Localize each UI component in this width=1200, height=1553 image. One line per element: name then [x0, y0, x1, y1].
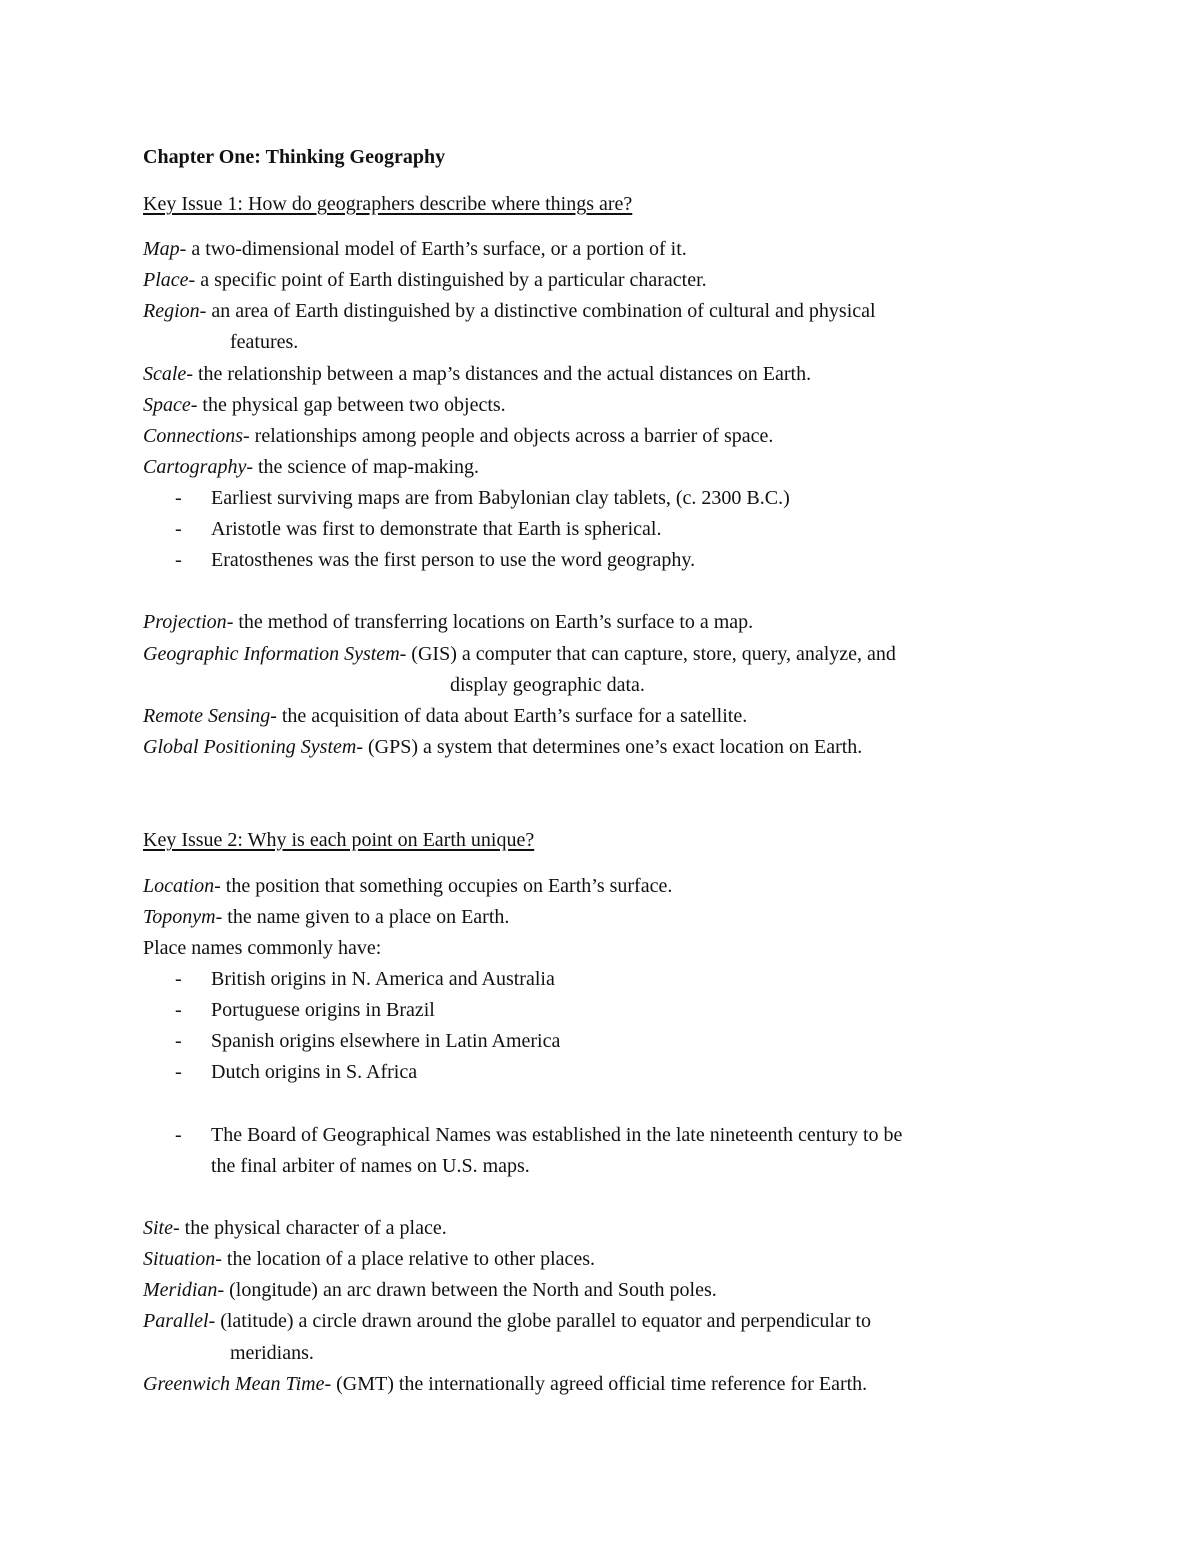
- term: Meridian: [143, 1279, 218, 1301]
- definition-region-continued: features.: [230, 331, 299, 353]
- definition-text: - the location of a place relative to other places.: [215, 1248, 596, 1270]
- list-item-text: Spanish origins elsewhere in Latin America: [211, 1030, 561, 1052]
- list-item-text: Dutch origins in S. Africa: [211, 1061, 418, 1083]
- bullet-dash: -: [175, 1061, 182, 1083]
- term: Site: [143, 1217, 173, 1239]
- term: Region: [143, 300, 200, 322]
- term: Parallel: [143, 1310, 209, 1332]
- term: Remote Sensing: [143, 705, 271, 727]
- definition-parallel: [143, 1309, 871, 1333]
- term: Cartography: [143, 456, 247, 478]
- list-item-text: British origins in N. America and Australia: [211, 968, 555, 990]
- definition-gis: [143, 642, 896, 666]
- definition-text: - the science of map-making.: [246, 456, 480, 478]
- definition-text: - (GPS) a system that determines one’s exact location on Earth.: [356, 736, 863, 758]
- term: Connections: [143, 425, 243, 447]
- term: Toponym: [143, 906, 216, 928]
- definition-text: - the relationship between a map’s distances and the actual distances on Earth.: [186, 363, 812, 385]
- definition-parallel-continued: meridians.: [230, 1342, 314, 1364]
- bullet-dash: -: [175, 1124, 182, 1146]
- list-item-text: Aristotle was first to demonstrate that Earth is spherical.: [211, 518, 662, 540]
- term: Greenwich Mean Time: [143, 1373, 325, 1395]
- definition-cartography: [143, 455, 479, 479]
- bullet-dash: -: [175, 999, 182, 1021]
- term: Location: [143, 875, 215, 897]
- term: Geographic Information System: [143, 643, 400, 665]
- definition-text: - an area of Earth distinguished by a distinctive combination of cultural and physical: [199, 300, 876, 322]
- list-item-text: The Board of Geographical Names was established in the late nineteenth century to be: [211, 1124, 903, 1146]
- bullet-dash: -: [175, 518, 182, 540]
- definition-place: [143, 268, 707, 292]
- definition-gmt: [143, 1372, 867, 1396]
- term: Situation: [143, 1248, 216, 1270]
- definition-location: [143, 874, 672, 898]
- definition-text: - the method of transferring locations on Earth’s surface to a map.: [226, 611, 754, 633]
- definition-site: [143, 1216, 447, 1240]
- definition-meridian: [143, 1278, 717, 1302]
- definition-text: - the physical gap between two objects.: [190, 394, 506, 416]
- definition-situation: [143, 1247, 595, 1271]
- definition-text: - (longitude) an arc drawn between the North and South poles.: [217, 1279, 717, 1301]
- bullet-dash: -: [175, 549, 182, 571]
- definition-gis-continued: display geographic data.: [450, 674, 645, 696]
- definition-text: - (GIS) a computer that can capture, store, query, analyze, and: [399, 643, 896, 665]
- definition-scale: [143, 362, 811, 386]
- term: Projection: [143, 611, 227, 633]
- definition-gps: [143, 735, 862, 759]
- definition-text: - (GMT) the internationally agreed official time reference for Earth.: [324, 1373, 868, 1395]
- list-item-text: the final arbiter of names on U.S. maps.: [211, 1155, 530, 1177]
- definition-text: - a two-dimensional model of Earth’s surface, or a portion of it.: [179, 238, 687, 260]
- term: Scale: [143, 363, 187, 385]
- definition-text: - (latitude) a circle drawn around the globe parallel to equator and perpendicular to: [208, 1310, 872, 1332]
- list-item-text: Earliest surviving maps are from Babylonian clay tablets, (c. 2300 B.C.): [211, 487, 790, 509]
- definition-toponym: [143, 905, 509, 929]
- list-item-text: Eratosthenes was the first person to use the word geography.: [211, 549, 696, 571]
- bullet-dash: -: [175, 1030, 182, 1052]
- term: Space: [143, 394, 191, 416]
- bullet-dash: -: [175, 487, 182, 509]
- definition-projection: [143, 610, 753, 634]
- definition-text: - the physical character of a place.: [173, 1217, 447, 1239]
- key-issue-1-heading: Key Issue 1: How do geographers describe where things are?: [143, 193, 633, 215]
- definition-remote-sensing: [143, 704, 747, 728]
- definition-connections: [143, 424, 773, 448]
- definition-text: - relationships among people and objects across a barrier of space.: [243, 425, 774, 447]
- term: Place: [143, 269, 189, 291]
- definition-text: - the position that something occupies on Earth’s surface.: [214, 875, 673, 897]
- definition-text: - the name given to a place on Earth.: [215, 906, 510, 928]
- definition-space: [143, 393, 506, 417]
- definition-region: [143, 299, 876, 323]
- place-names-intro: Place names commonly have:: [143, 937, 382, 959]
- term: Global Positioning System: [143, 736, 357, 758]
- key-issue-2-heading: Key Issue 2: Why is each point on Earth unique?: [143, 829, 535, 851]
- definition-text: - a specific point of Earth distinguished by a particular character.: [188, 269, 707, 291]
- chapter-title: Chapter One: Thinking Geography: [143, 146, 446, 168]
- term: Map: [143, 238, 180, 260]
- bullet-dash: -: [175, 968, 182, 990]
- definition-map: [143, 237, 687, 261]
- definition-text: - the acquisition of data about Earth’s surface for a satellite.: [270, 705, 748, 727]
- list-item-text: Portuguese origins in Brazil: [211, 999, 435, 1021]
